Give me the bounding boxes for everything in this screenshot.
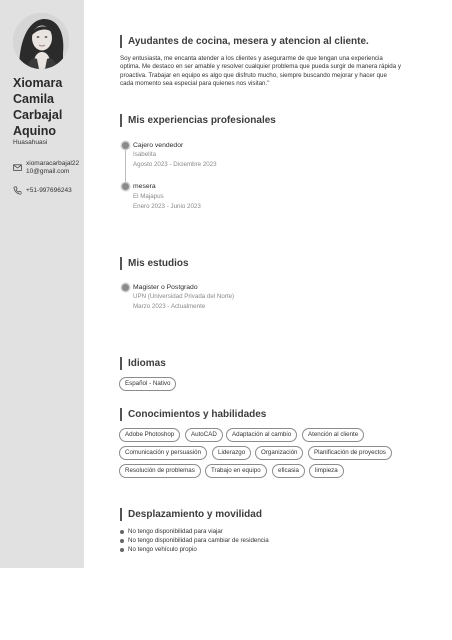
name-line-3: Carbajal [13,108,63,122]
education-dates-1: Marzo 2023 - Actualmente [133,303,206,310]
skill-tag-4: Atención al cliente [302,428,364,442]
experience-company-1: Isabelita [133,151,157,158]
education-degree-1: Magister o Postgrado [133,284,198,291]
name-line-2: Camila [13,92,54,106]
mobility-bullet-3 [120,548,124,552]
mobility-item-1: No tengo disponibilidad para viajar [128,528,223,535]
skill-tag-7: Organización [255,446,303,460]
name-line-4: Aquino [13,124,57,138]
skill-tag-3: Adaptación al cambio [226,428,297,442]
education-school-1: UPN (Universidad Privada del Norte) [133,293,235,300]
name-line-1: Xiomara [13,76,63,90]
experience-dot-2 [122,183,129,190]
headline-title: Ayudantes de cocina, mesera y atencion al cliente. [128,36,369,47]
experience-role-2: mesera [133,183,156,190]
skill-tag-6: Liderazgo [212,446,251,460]
mobility-title: Desplazamiento y movilidad [128,509,262,520]
mobility-bullet-2 [120,539,124,543]
skill-tag-2: AutoCAD [185,428,223,442]
languages-title: Idiomas [128,358,166,369]
experience-dates-1: Agosto 2023 - Diciembre 2023 [133,161,217,168]
languages-bar [120,357,122,370]
skill-tag-5: Comunicación y persuasión [119,446,207,460]
skill-tag-10: Trabajo en equipo [205,464,267,478]
education-bar [120,257,122,270]
sidebar [0,0,84,568]
skill-tag-1: Adobe Photoshop [119,428,180,442]
mobility-bar [120,508,122,521]
education-dot-1 [122,284,129,291]
education-title: Mis estudios [128,258,189,269]
skills-title: Conocimientos y habilidades [128,409,267,420]
skill-tag-11: eficasia [272,464,305,478]
skill-tag-12: limpieza [309,464,344,478]
email-text-line-2[interactable]: 10@gmail.com [26,168,70,175]
skills-bar [120,408,122,421]
language-tag-1: Español - Nativo [119,377,176,391]
city-label: Huasahuasi [13,139,48,146]
experience-company-2: El Majapus [133,193,164,200]
envelope-icon [13,163,22,172]
experience-dot-1 [122,142,129,149]
skill-tag-8: Planificación de proyectos [308,446,392,460]
mobility-bullet-1 [120,530,124,534]
experience-title: Mis experiencias profesionales [128,115,276,126]
profile-photo [13,13,69,69]
experience-bar [120,114,122,127]
skill-tag-9: Resolución de problemas [119,464,201,478]
experience-dates-2: Enero 2023 - Junio 2023 [133,203,201,210]
headline-bar [120,35,122,48]
phone-icon [13,186,22,195]
email-text-line-1[interactable]: xiomaracarbajal22 [26,160,80,167]
mobility-item-2: No tengo disponibilidad para cambiar de residencia [128,537,269,544]
mobility-item-3: No tengo vehículo propio [128,546,197,553]
summary-text: Soy entusiasta, me encanta atender a los clientes y asegurarme de que tengan una experiencia optima. Me destaco en ser amable y resolver cualquier problema que pueda surgir de manera rápida y proactiva. Trabajar en equipo es algo que disfruto mucho, siempre buscando mejorar y hacer que cada momento sea especial para quienes nos visitan." [120,55,401,88]
phone-text[interactable]: +51-997696243 [26,187,72,194]
experience-role-1: Cajero vendedor [133,142,184,149]
